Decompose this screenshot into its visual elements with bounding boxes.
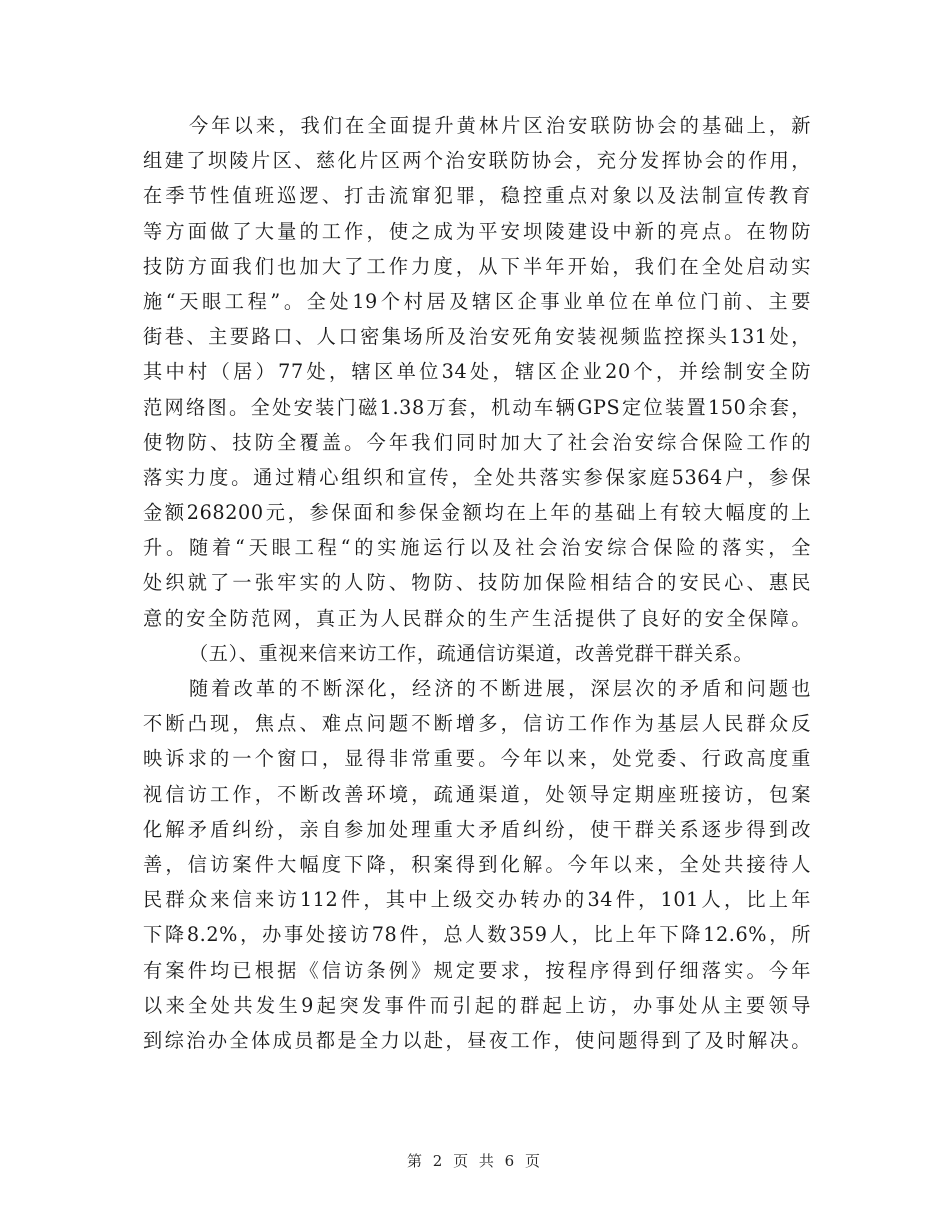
paragraph-line: 今年以来，我们在全面提升黄林片区治安联防协会的基础上，新 [189, 114, 811, 137]
paragraph-line: 视信访工作，不断改善环境，疏通渠道，处领导定期座班接访，包案 [143, 782, 811, 806]
paragraph-line: 不断凸现，焦点、难点问题不断增多，信访工作作为基层人民群众反 [143, 712, 811, 736]
paragraph-line: 等方面做了大量的工作，使之成为平安坝陵建设中新的亮点。在物防 [143, 219, 811, 243]
section-heading: （五）、重视来信来访工作，疏通信访渠道，改善党群干群关系。 [189, 641, 754, 665]
paragraph-line: 处织就了一张牢实的人防、物防、技防加保险相结合的安民心、惠民 [143, 571, 811, 595]
paragraph-line: 映诉求的一个窗口，显得非常重要。今年以来，处党委、行政高度重 [143, 747, 811, 771]
paragraph-line: 在季节性值班巡逻、打击流窜犯罪，稳控重点对象以及法制宣传教育 [143, 184, 811, 208]
paragraph-line: 到综治办全体成员都是全力以赴，昼夜工作，使问题得到了及时解决。 [143, 1028, 811, 1052]
paragraph-line: 金额268200元，参保面和参保金额均在上年的基础上有较大幅度的上 [143, 501, 811, 525]
paragraph-line: 有案件均已根据《信访条例》规定要求，按程序得到仔细落实。今年 [143, 958, 811, 982]
paragraph-line: 化解矛盾纠纷，亲自参加处理重大矛盾纠纷，使干群关系逐步得到改 [143, 817, 811, 841]
paragraph-line: 意的安全防范网，真正为人民群众的生产生活提供了良好的安全保障。 [143, 606, 811, 630]
paragraph-line: 技防方面我们也加大了工作力度，从下半年开始，我们在全处启动实 [143, 254, 811, 278]
paragraph-line: 其中村（居）77处，辖区单位34处，辖区企业20个，并绘制安全防 [143, 360, 811, 384]
paragraph-line: 升。随着“天眼工程“的实施运行以及社会治安综合保险的落实，全 [143, 536, 811, 560]
paragraph-line: 下降8.2%，办事处接访78件，总人数359人，比上年下降12.6%，所 [143, 923, 811, 947]
paragraph-line: 以来全处共发生9起突发事件而引起的群起上访，办事处从主要领导 [143, 993, 811, 1017]
paragraph-line: 善，信访案件大幅度下降，积案得到化解。今年以来，全处共接待人 [143, 852, 811, 876]
paragraph-line: 范网络图。全处安装门磁1.38万套，机动车辆GPS定位装置150余套， [143, 395, 811, 419]
paragraph-line: 施“天眼工程”。全处19个村居及辖区企事业单位在单位门前、主要 [143, 289, 811, 313]
paragraph-line: 使物防、技防全覆盖。今年我们同时加大了社会治安综合保险工作的 [143, 430, 811, 454]
paragraph-line: 落实力度。通过精心组织和宣传，全处共落实参保家庭5364户，参保 [143, 465, 811, 489]
paragraph-line: 组建了坝陵片区、慈化片区两个治安联防协会，充分发挥协会的作用， [143, 149, 811, 173]
body-text [143, 108, 811, 1058]
page-number-footer: 第 2 页 共 6 页 [407, 1152, 543, 1170]
paragraph-line: 街巷、主要路口、人口密集场所及治安死角安装视频监控探头131处， [143, 325, 811, 349]
paragraph-line: 民群众来信来访112件，其中上级交办转办的34件，101人，比上年 [143, 888, 811, 912]
paragraph-line: 随着改革的不断深化，经济的不断进展，深层次的矛盾和问题也 [189, 677, 811, 700]
